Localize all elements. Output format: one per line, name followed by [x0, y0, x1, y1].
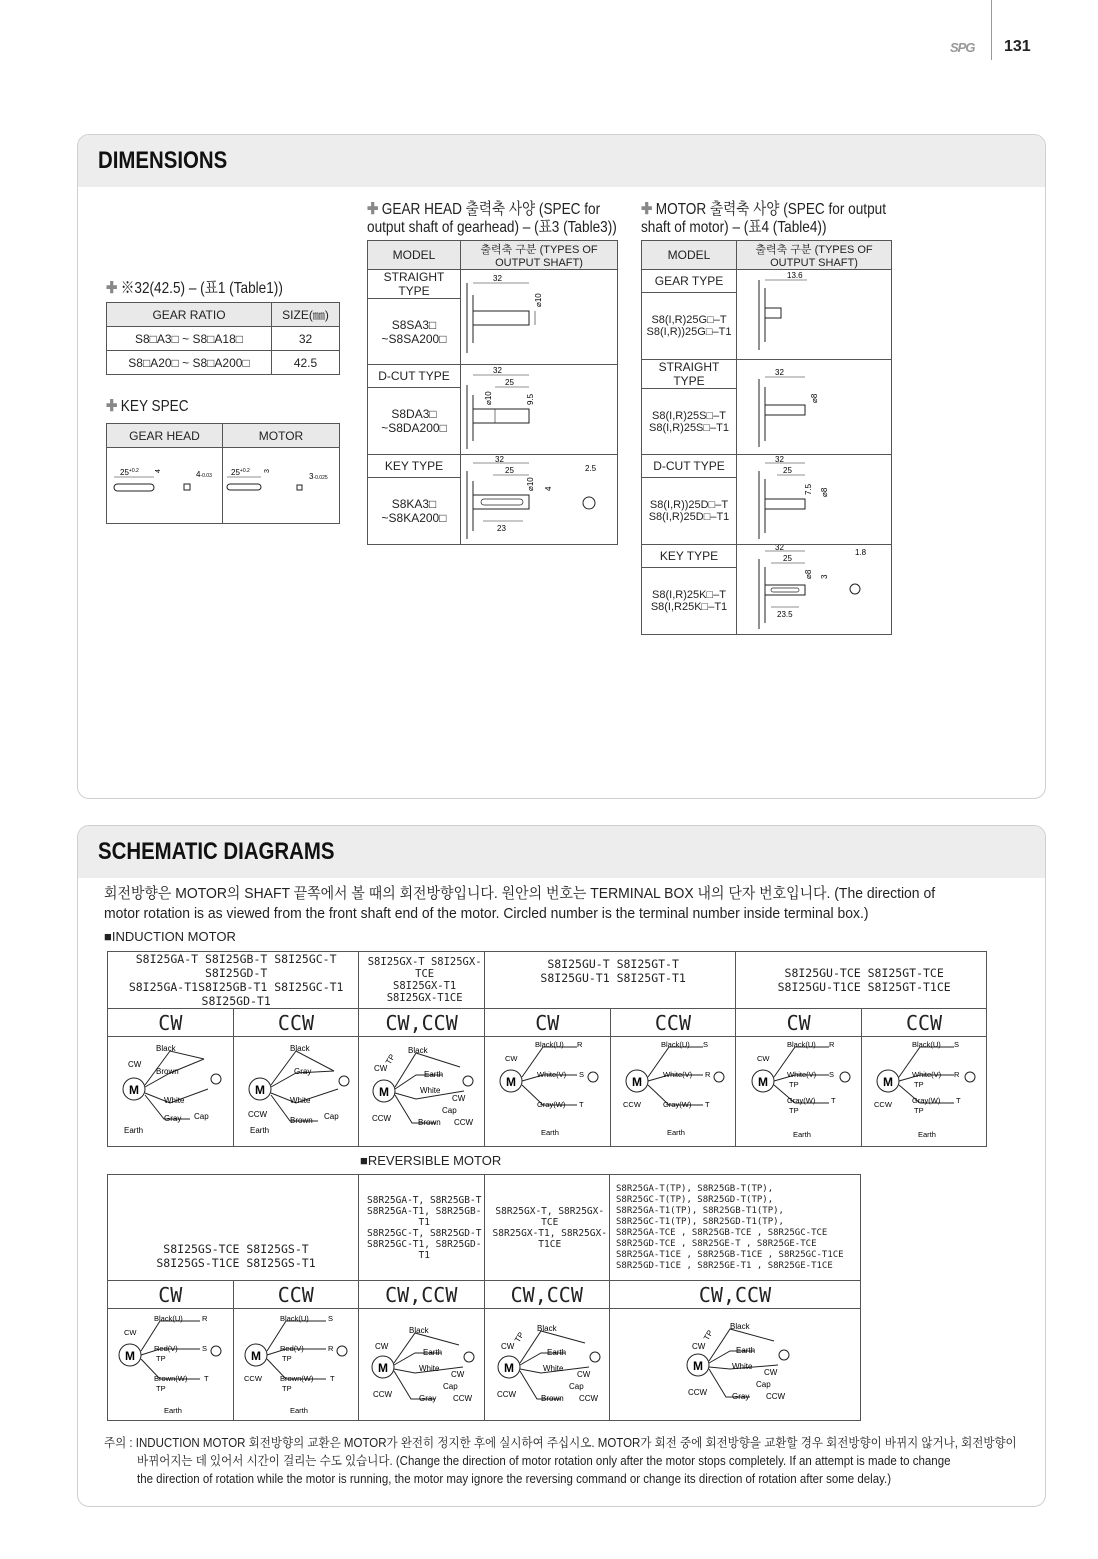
svg-text:Brown(W): Brown(W)	[154, 1374, 188, 1383]
gear-key-drawing	[107, 448, 223, 524]
svg-text:Brown: Brown	[540, 1394, 564, 1403]
wiring-diagram-ccw	[233, 1037, 359, 1147]
svg-text:T: T	[956, 1096, 961, 1105]
svg-text:Gray(W): Gray(W)	[537, 1100, 566, 1109]
model-cell: S8(I,R)25S□–T S8(I,R)25S□–T1	[642, 389, 737, 455]
direction-label: CW,CCW	[610, 1281, 861, 1309]
key-motor-shaft-drawing	[737, 545, 892, 635]
svg-text:9.5: 9.5	[526, 393, 535, 405]
svg-text:M: M	[883, 1075, 893, 1089]
svg-text:T: T	[204, 1374, 209, 1383]
svg-text:⌀8: ⌀8	[804, 569, 813, 579]
svg-text:M: M	[378, 1361, 389, 1375]
table-cell: S8□A20□ ~ S8□A200□	[107, 351, 272, 375]
svg-text:M: M	[631, 1075, 642, 1089]
svg-text:⌀10: ⌀10	[534, 292, 543, 307]
svg-text:S: S	[202, 1344, 208, 1353]
svg-text:Gray: Gray	[732, 1392, 750, 1401]
direction-label: CW,CCW	[359, 1281, 485, 1309]
svg-text:TP: TP	[156, 1354, 166, 1363]
col-gear-head: GEAR HEAD	[107, 424, 223, 448]
svg-text:Cap: Cap	[194, 1112, 210, 1121]
col-model: MODEL	[368, 241, 461, 270]
svg-text:Gray(W): Gray(W)	[662, 1100, 692, 1109]
svg-text:⌀8: ⌀8	[810, 393, 819, 403]
straight-shaft-drawing	[461, 270, 618, 365]
svg-text:32: 32	[493, 366, 502, 375]
header-divider	[991, 0, 992, 60]
straight-motor-shaft-drawing	[737, 360, 892, 455]
svg-text:3-0.025: 3-0.025	[309, 472, 328, 481]
note-line-3: the direction of rotation while the motor is running, the motor may ignore the reversing command or change its direction of rotation after some delay.)	[137, 1472, 892, 1486]
model-cell: S8I25GS-TCE S8I25GS-T S8I25GS-T1CE S8I25GS-T1	[108, 1175, 359, 1281]
svg-text:Cap: Cap	[568, 1382, 584, 1391]
svg-text:Brown: Brown	[289, 1116, 313, 1125]
wiring-diagram-cw-rev	[108, 1309, 234, 1421]
key-spec-table	[106, 423, 340, 524]
svg-text:CW: CW	[128, 1060, 142, 1069]
type-label: D-CUT TYPE	[368, 365, 461, 388]
key-spec-title: ✚ KEY SPEC	[106, 398, 189, 415]
svg-text:M: M	[757, 1075, 768, 1089]
svg-text:M: M	[254, 1083, 265, 1097]
intro-line-2: motor rotation is as viewed from the front shaft end of the motor. Circled number is the terminal number inside terminal box.)	[104, 905, 869, 922]
svg-text:Black: Black	[536, 1324, 557, 1333]
gearhead-shaft-table	[367, 240, 618, 545]
svg-text:R: R	[954, 1070, 960, 1079]
svg-text:⌀10: ⌀10	[484, 391, 493, 405]
wiring-diagram-cw-3ph	[484, 1037, 610, 1147]
svg-text:25+0.2: $25^{+0.2}$	[119, 468, 139, 477]
col-shaft-types: 출력축 구분 (TYPES OF OUTPUT SHAFT)	[461, 241, 618, 270]
wiring-diagram-ccw-rev	[233, 1309, 359, 1421]
svg-text:R: R	[828, 1040, 835, 1049]
wiring-diagram-ccw-3ph	[610, 1037, 736, 1147]
type-label: STRAIGHT TYPE	[368, 270, 461, 299]
svg-text:Black(U): Black(U)	[912, 1040, 941, 1049]
svg-text:23.5: 23.5	[777, 610, 793, 619]
type-label: STRAIGHT TYPE	[642, 360, 737, 389]
model-cell: S8KA3□ ~S8KA200□	[368, 477, 461, 545]
direction-label: CW	[108, 1281, 234, 1309]
col-motor: MOTOR	[223, 424, 340, 448]
svg-text:M: M	[506, 1075, 517, 1089]
svg-text:3: 3	[264, 469, 271, 473]
svg-text:Black(U): Black(U)	[660, 1040, 690, 1049]
svg-text:CCW: CCW	[373, 1390, 393, 1399]
table1-title: ✚ ※32(42.5) – (표1 (Table1))	[106, 280, 283, 297]
svg-text:32: 32	[495, 455, 504, 464]
svg-text:CW: CW	[764, 1368, 778, 1377]
svg-text:TP: TP	[914, 1106, 924, 1115]
induction-motor-label: ■INDUCTION MOTOR	[104, 929, 236, 944]
wiring-diagram-cw-ccw	[359, 1037, 485, 1147]
svg-text:M: M	[250, 1349, 261, 1363]
svg-text:White: White	[164, 1096, 185, 1105]
col-gear-ratio: GEAR RATIO	[107, 303, 272, 327]
svg-text:White: White	[542, 1364, 564, 1373]
svg-text:White: White	[289, 1096, 311, 1105]
table-cell: S8□A3□ ~ S8□A18□	[107, 327, 272, 351]
svg-text:Earth: Earth	[164, 1406, 183, 1415]
table4-title-1: ✚ MOTOR 출력축 사양 (SPEC for output	[641, 201, 886, 218]
svg-text:Earth: Earth	[918, 1130, 936, 1139]
svg-text:Black(U): Black(U)	[786, 1040, 816, 1049]
svg-text:Cap: Cap	[323, 1112, 339, 1121]
model-cell: S8(I,R)25G□–T S8(I,R))25G□–T1	[642, 292, 737, 360]
direction-label: CCW	[610, 1009, 736, 1037]
svg-text:White(V): White(V)	[786, 1070, 816, 1079]
intro-line-1: 회전방향은 MOTOR의 SHAFT 끝쪽에서 볼 때의 회전방향입니다. 원안의 번호는 TERMINAL BOX 내의 단자 번호입니다. (The direction of	[104, 885, 936, 902]
svg-text:M: M	[693, 1359, 703, 1373]
svg-text:Earth: Earth	[289, 1406, 308, 1415]
svg-text:S: S	[327, 1314, 333, 1323]
svg-text:CW: CW	[576, 1370, 591, 1379]
direction-label: CCW	[233, 1281, 359, 1309]
svg-text:Earth: Earth	[124, 1126, 144, 1135]
note-line-1: 주의 : INDUCTION MOTOR 회전방향의 교환은 MOTOR가 완전히 정지한 후에 실시하여 주십시오. MOTOR가 회전 중에 회전방향을 교환할 경우 회전방향이 바뀌지 않거나, 회전방향이	[104, 1436, 1017, 1450]
svg-text:Brown: Brown	[417, 1118, 441, 1127]
induction-motor-table	[107, 951, 987, 1147]
svg-text:White(V): White(V)	[537, 1070, 567, 1079]
svg-text:CCW: CCW	[453, 1118, 473, 1127]
wiring-diagram-ccw-tp	[862, 1037, 987, 1147]
dcut-motor-shaft-drawing	[737, 455, 892, 545]
svg-text:Earth: Earth	[546, 1348, 566, 1357]
svg-text:CW: CW	[373, 1064, 387, 1073]
type-label: GEAR TYPE	[642, 270, 737, 293]
svg-text:⌀8: ⌀8	[820, 487, 829, 497]
svg-text:White: White	[419, 1086, 441, 1095]
svg-text:S: S	[828, 1070, 834, 1079]
svg-text:CCW: CCW	[578, 1394, 598, 1403]
model-cell: S8DA3□ ~S8DA200□	[368, 387, 461, 455]
dimensions-header	[78, 135, 1045, 187]
svg-text:32: 32	[775, 367, 784, 377]
type-label: KEY TYPE	[368, 455, 461, 478]
svg-text:Gray: Gray	[164, 1114, 182, 1123]
svg-text:CCW: CCW	[371, 1114, 391, 1123]
svg-text:T: T	[830, 1096, 836, 1105]
svg-text:M: M	[125, 1349, 136, 1363]
svg-text:CCW: CCW	[243, 1374, 262, 1383]
svg-text:Earth: Earth	[541, 1128, 560, 1137]
model-cell: S8I25GU-T S8I25GT-T S8I25GU-T1 S8I25GT-T1	[484, 952, 735, 1009]
svg-text:CW: CW	[375, 1342, 389, 1351]
schematic-header	[78, 826, 1045, 878]
svg-text:Black(U): Black(U)	[535, 1040, 565, 1049]
svg-text:25+0.2: $25^{+0.2}$	[231, 468, 250, 477]
svg-text:R: R	[704, 1070, 711, 1079]
model-cell: S8I25GX-T S8I25GX-TCE S8I25GX-T1 S8I25GX-T1CE	[359, 952, 485, 1009]
type-label: KEY TYPE	[642, 545, 737, 568]
svg-text:S: S	[579, 1070, 585, 1079]
svg-text:CW: CW	[451, 1370, 465, 1379]
gear-shaft-drawing	[737, 270, 892, 360]
svg-text:TP: TP	[281, 1354, 292, 1363]
svg-text:TP: TP	[914, 1080, 924, 1089]
direction-label: CW	[108, 1009, 234, 1037]
svg-text:4: 4	[544, 486, 553, 491]
svg-text:Gray: Gray	[293, 1067, 312, 1076]
svg-text:M: M	[129, 1083, 140, 1097]
svg-text:M: M	[378, 1085, 389, 1099]
svg-text:M: M	[503, 1361, 514, 1375]
direction-label: CW	[736, 1009, 862, 1037]
svg-text:Brown: Brown	[156, 1067, 180, 1076]
schematic-title: SCHEMATIC DIAGRAMS	[98, 838, 335, 865]
svg-text:White: White	[419, 1364, 440, 1373]
model-cell: S8(I,R))25D□–T S8(I,R)25D□–T1	[642, 477, 737, 545]
svg-text:Earth: Earth	[423, 1070, 443, 1079]
svg-text:Black(U): Black(U)	[279, 1314, 309, 1323]
svg-text:Cap: Cap	[441, 1106, 457, 1115]
svg-text:CW: CW	[505, 1054, 518, 1063]
svg-text:32: 32	[493, 273, 502, 283]
wiring-diagram-cw-ccw-rev3	[610, 1309, 861, 1421]
wiring-diagram-cw-ccw-rev2	[484, 1309, 610, 1421]
svg-text:T: T	[704, 1100, 710, 1109]
reversible-motor-label: ■REVERSIBLE MOTOR	[360, 1153, 502, 1168]
svg-text:Black: Black	[409, 1326, 429, 1335]
svg-text:1.8: 1.8	[855, 548, 867, 557]
svg-text:32: 32	[775, 455, 784, 464]
svg-text:Cap: Cap	[443, 1382, 458, 1391]
model-cell: S8R25GX-T, S8R25GX-TCE S8R25GX-T1, S8R25GX-T1CE	[484, 1175, 610, 1281]
svg-text:TP: TP	[788, 1080, 799, 1089]
svg-text:TP: TP	[156, 1384, 166, 1393]
direction-label: CW	[484, 1009, 610, 1037]
svg-text:Cap: Cap	[756, 1380, 771, 1389]
col-shaft-types: 출력축 구분 (TYPES OF OUTPUT SHAFT)	[737, 241, 892, 270]
table3-title-1: ✚ GEAR HEAD 출력축 사양 (SPEC for	[367, 201, 601, 218]
gear-ratio-table	[106, 302, 340, 375]
svg-text:25: 25	[783, 554, 792, 563]
svg-text:CCW: CCW	[453, 1394, 473, 1403]
svg-text:Earth: Earth	[736, 1346, 756, 1355]
svg-text:25: 25	[505, 378, 514, 387]
model-cell: S8I25GU-TCE S8I25GT-TCE S8I25GU-T1CE S8I25GT-T1CE	[736, 952, 987, 1009]
svg-text:⌀10: ⌀10	[526, 477, 535, 491]
svg-text:Brown(W): Brown(W)	[279, 1374, 314, 1383]
table-cell: 32	[272, 327, 340, 351]
type-label: D-CUT TYPE	[642, 455, 737, 478]
svg-text:13.6: 13.6	[787, 271, 803, 280]
svg-text:TP: TP	[512, 1330, 526, 1344]
svg-text:Black: Black	[156, 1044, 176, 1053]
svg-text:CCW: CCW	[766, 1392, 786, 1401]
svg-text:TP: TP	[383, 1052, 397, 1066]
svg-text:White(V): White(V)	[662, 1070, 693, 1079]
svg-text:Earth: Earth	[666, 1128, 685, 1137]
svg-text:Earth: Earth	[423, 1348, 443, 1357]
svg-text:Black(U): Black(U)	[154, 1314, 184, 1323]
model-cell: S8I25GA-T S8I25GB-T S8I25GC-T S8I25GD-T S8I25GA-T1S8I25GB-T1 S8I25GC-T1 S8I25GD-T1	[108, 952, 359, 1009]
col-model: MODEL	[642, 241, 737, 270]
svg-text:T: T	[329, 1374, 335, 1383]
wiring-diagram-cw-ccw-rev1	[359, 1309, 485, 1421]
svg-text:R: R	[202, 1314, 208, 1323]
svg-text:Black: Black	[289, 1044, 310, 1053]
svg-text:Earth: Earth	[792, 1130, 811, 1139]
model-cell: S8SA3□ ~S8SA200□	[368, 299, 461, 365]
svg-text:25: 25	[783, 466, 792, 475]
svg-text:T: T	[579, 1100, 584, 1109]
svg-text:TP: TP	[281, 1384, 292, 1393]
svg-text:4: 4	[154, 469, 162, 473]
motor-key-drawing	[223, 448, 340, 524]
svg-text:4-0.03: 4-0.03	[195, 470, 212, 479]
reversible-motor-table	[107, 1174, 861, 1421]
svg-text:3: 3	[820, 574, 829, 579]
model-cell: S8R25GA-T, S8R25GB-T S8R25GA-T1, S8R25GB-T1 S8R25GC-T, S8R25GD-T S8R25GC-T1, S8R25GD-T1	[359, 1175, 485, 1281]
svg-text:Red(V): Red(V)	[154, 1344, 179, 1353]
svg-text:CW: CW	[124, 1328, 137, 1337]
svg-text:25: 25	[505, 466, 514, 475]
direction-label: CCW	[862, 1009, 987, 1037]
svg-text:Black: Black	[407, 1046, 428, 1055]
direction-label: CW,CCW	[484, 1281, 610, 1309]
direction-label: CCW	[233, 1009, 359, 1037]
dimensions-title: DIMENSIONS	[98, 147, 228, 174]
svg-text:Gray: Gray	[419, 1394, 437, 1403]
svg-text:CCW: CCW	[688, 1388, 708, 1397]
model-cell: S8(I,R)25K□–T S8(I,R25K□–T1	[642, 567, 737, 635]
svg-text:S: S	[954, 1040, 960, 1049]
key-shaft-drawing	[461, 455, 618, 545]
svg-text:CCW: CCW	[496, 1390, 516, 1399]
svg-text:White(V): White(V)	[912, 1070, 942, 1079]
svg-text:S: S	[702, 1040, 708, 1049]
svg-text:32: 32	[775, 545, 784, 552]
table4-title-2: shaft of motor) – (표4 (Table4))	[641, 219, 827, 236]
svg-text:23: 23	[497, 524, 506, 533]
col-size: SIZE(㎜)	[272, 303, 340, 327]
table3-title-2: output shaft of gearhead) – (표3 (Table3))	[367, 219, 617, 236]
dcut-shaft-drawing	[461, 365, 618, 455]
wiring-diagram-cw-tp	[736, 1037, 862, 1147]
direction-label: CW,CCW	[359, 1009, 485, 1037]
svg-text:CW: CW	[756, 1054, 770, 1063]
svg-text:CCW: CCW	[247, 1110, 268, 1119]
svg-text:CCW: CCW	[622, 1100, 641, 1109]
svg-text:White: White	[732, 1362, 753, 1371]
svg-text:7.5: 7.5	[804, 483, 813, 495]
svg-text:R: R	[577, 1040, 583, 1049]
brand-logo: SPG	[950, 40, 975, 55]
svg-text:R: R	[327, 1344, 334, 1353]
svg-text:TP: TP	[788, 1106, 799, 1115]
motor-shaft-table	[641, 240, 892, 635]
svg-text:CW: CW	[451, 1094, 465, 1103]
svg-text:Gray(W): Gray(W)	[786, 1096, 815, 1105]
svg-text:Earth: Earth	[249, 1126, 270, 1135]
svg-text:TP: TP	[701, 1328, 715, 1342]
svg-text:Red(V): Red(V)	[279, 1344, 304, 1353]
note-line-2: 바뀌어지는 데 있어서 시간이 걸리는 수도 있습니다. (Change the direction of motor rotation only after the motor stops completely. If an attempt is made to change	[137, 1454, 951, 1468]
page-number: 131	[1004, 38, 1031, 55]
svg-text:2.5: 2.5	[585, 464, 597, 473]
model-cell: S8R25GA-T(TP), S8R25GB-T(TP), S8R25GC-T(TP), S8R25GD-T(TP), S8R25GA-T1(TP), S8R25GB-T1(TP), S8R25GC-T1(TP), S8R25GD-T1(TP), S8R25GA-TCE , S8R25GB-TCE , S8R25GC-TCE S8R25GD-TCE , S8R25GE-T , S8R25GE-TCE S8R25GA-T1CE , S8R25GB-T1CE , S8R25GC-T1CE S8R25GD-T1CE , S8R25GE-T1 , S8R25GE-T1CE	[610, 1175, 861, 1281]
svg-text:Black: Black	[730, 1322, 750, 1331]
svg-text:CCW: CCW	[874, 1100, 892, 1109]
svg-text:Gray(W): Gray(W)	[912, 1096, 941, 1105]
table-cell: 42.5	[272, 351, 340, 375]
svg-text:CW: CW	[692, 1342, 706, 1351]
svg-text:CW: CW	[500, 1342, 515, 1351]
wiring-diagram-cw	[108, 1037, 234, 1147]
